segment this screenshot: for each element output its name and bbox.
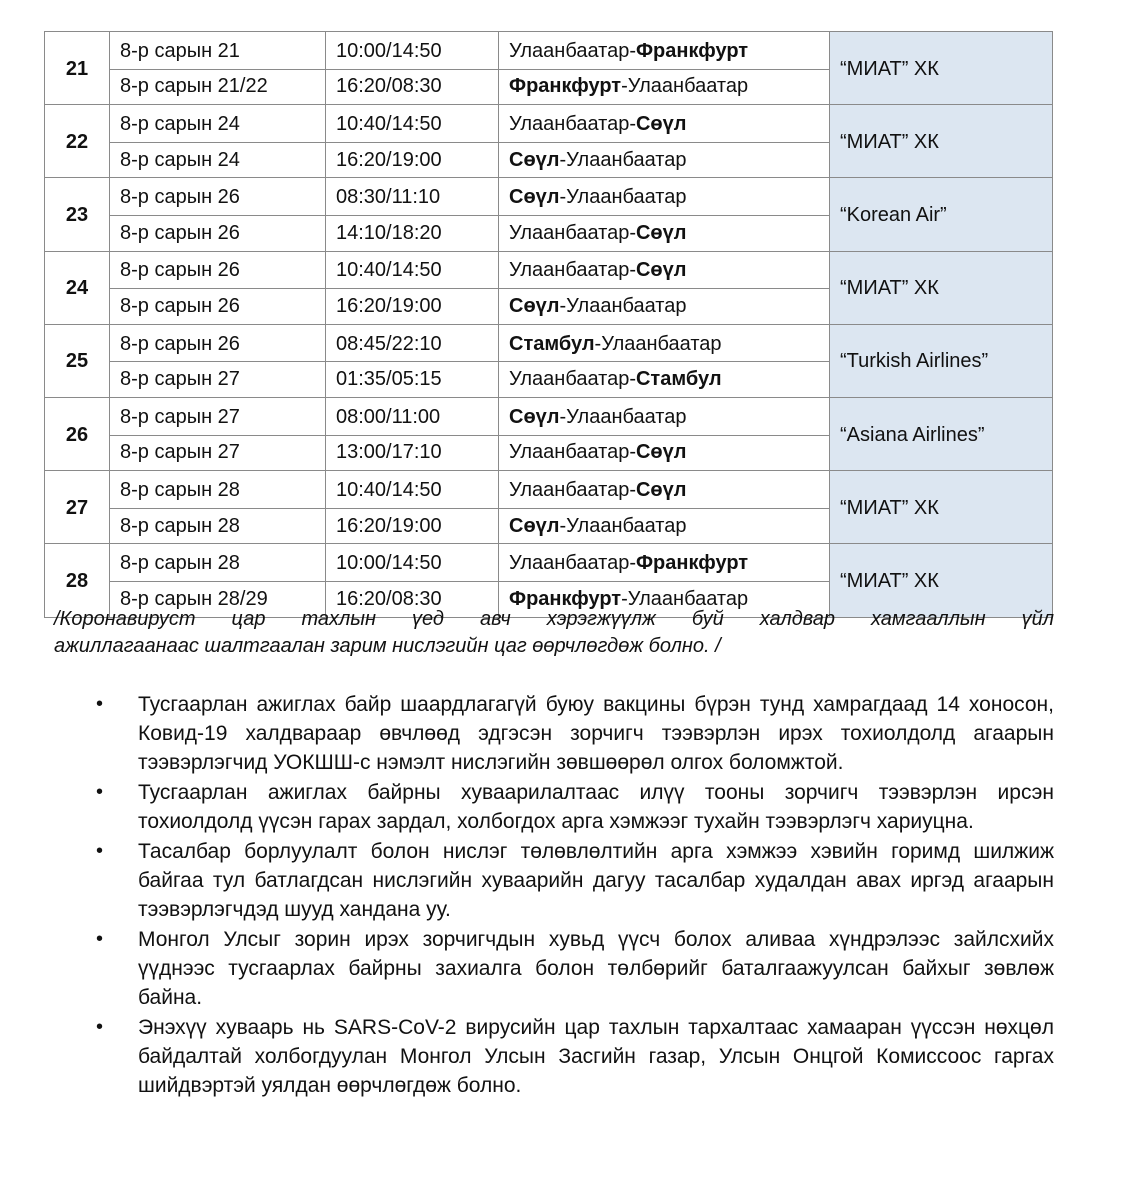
list-item	[92, 837, 1054, 924]
bullet-text: Тасалбар борлуулалт болон нислэг төлөвлөлтийн арга хэмжээ хэвийн горимд шилжиж байгаа тул батлагдсан нислэгийн хуваарийн дагуу тасалбар худалдан авах иргэд агаарын тээвэрлэгчдэд шууд хандана уу.	[138, 840, 1054, 921]
route-destination: Сөүл	[635, 441, 687, 464]
table-row	[45, 178, 1053, 216]
route-origin: Сөүл	[509, 294, 560, 317]
route-origin: Улаанбаатар	[509, 221, 630, 244]
flight-number-cell: 25	[45, 324, 110, 397]
flight-route-cell: Улаанбаатар-Франкфурт	[499, 544, 830, 582]
flight-time-cell: 10:40/14:50	[326, 105, 499, 143]
table-row	[45, 32, 1053, 70]
airline-cell: “Turkish Airlines”	[830, 324, 1053, 397]
flight-route-cell: Улаанбаатар-Сөүл	[499, 215, 830, 251]
flight-date-cell: 8-р сарын 21/22	[110, 69, 326, 105]
list-item	[92, 925, 1054, 1012]
flight-route-cell: Франкфурт-Улаанбаатар	[499, 69, 830, 105]
route-origin: Франкфурт	[509, 75, 622, 98]
route-destination: Сөүл	[635, 112, 687, 135]
route-destination: Франкфурт	[635, 39, 749, 62]
flight-time-cell: 16:20/08:30	[326, 69, 499, 105]
route-origin: Сөүл	[509, 405, 560, 428]
route-origin: Сөүл	[509, 148, 560, 171]
flight-time-cell: 10:00/14:50	[326, 32, 499, 70]
flight-number-cell: 24	[45, 251, 110, 324]
info-bullet-list	[92, 690, 1054, 1101]
flight-route-cell: Сөүл-Улаанбаатар	[499, 142, 830, 178]
flight-time-cell: 10:00/14:50	[326, 544, 499, 582]
airline-cell: “Korean Air”	[830, 178, 1053, 251]
flight-time-cell: 13:00/17:10	[326, 435, 499, 471]
flight-route-cell: Улаанбаатар-Стамбул	[499, 362, 830, 398]
flight-date-cell: 8-р сарын 21	[110, 32, 326, 70]
flight-date-cell: 8-р сарын 28	[110, 544, 326, 582]
flight-route-cell: Улаанбаатар-Сөүл	[499, 251, 830, 289]
flight-route-cell: Сөүл-Улаанбаатар	[499, 289, 830, 325]
flight-schedule-table	[44, 31, 1053, 618]
flight-date-cell: 8-р сарын 28/29	[110, 581, 326, 617]
flight-date-cell: 8-р сарын 28	[110, 508, 326, 544]
flight-time-cell: 16:20/19:00	[326, 289, 499, 325]
route-destination: Франкфурт	[635, 552, 749, 575]
flight-number-cell: 23	[45, 178, 110, 251]
route-origin: Улаанбаатар	[509, 552, 630, 575]
flight-date-cell: 8-р сарын 27	[110, 435, 326, 471]
list-item	[92, 690, 1054, 777]
airline-cell: “Asiana Airlines”	[830, 397, 1053, 470]
flight-time-cell: 10:40/14:50	[326, 251, 499, 289]
bullet-text: Тусгаарлан ажиглах байрны хуваарилалтаас илүү тооны зорчигч тээвэрлэн ирсэн тохиолдолд үүсэн гарах зардал, холбогдох арга хэмжээг тухайн тээвэрлэгч хариуцна.	[138, 781, 1054, 833]
flight-route-cell: Стамбул-Улаанбаатар	[499, 324, 830, 362]
bullet-dot-icon: •	[96, 693, 104, 715]
table-row	[45, 471, 1053, 509]
route-origin: Улаанбаатар	[509, 112, 630, 135]
flight-schedule-body	[45, 32, 1053, 618]
route-destination: Улаанбаатар	[566, 514, 687, 537]
route-destination: Стамбул	[635, 368, 722, 391]
route-destination: Улаанбаатар	[627, 587, 749, 610]
route-origin: Улаанбаатар	[509, 478, 630, 501]
route-origin: Улаанбаатар	[509, 259, 630, 282]
route-destination: Улаанбаатар	[601, 332, 722, 355]
route-destination: Улаанбаатар	[566, 186, 687, 209]
flight-date-cell: 8-р сарын 26	[110, 251, 326, 289]
flight-time-cell: 16:20/19:00	[326, 508, 499, 544]
list-item	[92, 778, 1054, 836]
airline-cell: “МИАТ” ХК	[830, 105, 1053, 178]
note-line-2: ажиллагаанаас шалтгаалан зарим нислэгийн цаг өөрчлөгдөж болно. /	[54, 635, 721, 657]
flight-date-cell: 8-р сарын 24	[110, 105, 326, 143]
route-destination: Сөүл	[635, 259, 687, 282]
bullet-text: Энэхүү хуваарь нь SARS-CoV-2 вирусийн цар тахлын тархалтаас хамааран үүссэн нөхцөл байдалтай холбогдуулан Монгол Улсын Засгийн газар, Улсын Онцгой Комиссоос гаргах шийдвэртэй уялдан өөрчлөгдөж болно.	[138, 1016, 1054, 1097]
route-origin: Сөүл	[509, 514, 560, 537]
flight-number-cell: 22	[45, 105, 110, 178]
flight-time-cell: 08:30/11:10	[326, 178, 499, 216]
table-row	[45, 324, 1053, 362]
schedule-note	[54, 606, 1054, 660]
route-origin: Франкфурт	[509, 587, 622, 610]
flight-date-cell: 8-р сарын 24	[110, 142, 326, 178]
flight-route-cell: Сөүл-Улаанбаатар	[499, 508, 830, 544]
route-origin: Сөүл	[509, 186, 560, 209]
flight-number-cell: 27	[45, 471, 110, 544]
flight-time-cell: 08:00/11:00	[326, 397, 499, 435]
flight-route-cell: Улаанбаатар-Сөүл	[499, 105, 830, 143]
flight-route-cell: Улаанбаатар-Франкфурт	[499, 32, 830, 70]
flight-number-cell: 21	[45, 32, 110, 105]
bullet-dot-icon: •	[96, 1016, 104, 1038]
flight-date-cell: 8-р сарын 26	[110, 324, 326, 362]
flight-route-cell: Сөүл-Улаанбаатар	[499, 397, 830, 435]
route-origin: Улаанбаатар	[509, 39, 630, 62]
flight-date-cell: 8-р сарын 26	[110, 215, 326, 251]
flight-date-cell: 8-р сарын 28	[110, 471, 326, 509]
flight-number-cell: 28	[45, 544, 110, 617]
flight-route-cell: Улаанбаатар-Сөүл	[499, 471, 830, 509]
route-origin: Улаанбаатар	[509, 441, 630, 464]
table-row	[45, 251, 1053, 289]
table-row	[45, 105, 1053, 143]
bullet-dot-icon: •	[96, 928, 104, 950]
bullet-text: Монгол Улсыг зорин ирэх зорчигчдын хувьд үүсч болох аливаа хүндрэлээс зайлсхийх үүднээс тусгаарлах байрны захиалга болон төлбөрийг баталгаажуулсан байхыг зөвлөж байна.	[138, 928, 1054, 1009]
airline-cell: “МИАТ” ХК	[830, 251, 1053, 324]
airline-cell: “МИАТ” ХК	[830, 471, 1053, 544]
route-destination: Улаанбаатар	[566, 148, 687, 171]
route-origin: Улаанбаатар	[509, 368, 630, 391]
route-destination: Улаанбаатар	[627, 75, 749, 98]
flight-time-cell: 01:35/05:15	[326, 362, 499, 398]
flight-route-cell: Сөүл-Улаанбаатар	[499, 178, 830, 216]
flight-date-cell: 8-р сарын 27	[110, 362, 326, 398]
flight-route-cell: Франкфурт-Улаанбаатар	[499, 581, 830, 617]
route-origin: Стамбул	[509, 332, 595, 355]
flight-time-cell: 08:45/22:10	[326, 324, 499, 362]
route-destination: Улаанбаатар	[566, 405, 687, 428]
airline-cell: “МИАТ” ХК	[830, 32, 1053, 105]
route-destination: Сөүл	[635, 221, 687, 244]
flight-time-cell: 16:20/19:00	[326, 142, 499, 178]
flight-date-cell: 8-р сарын 27	[110, 397, 326, 435]
flight-route-cell: Улаанбаатар-Сөүл	[499, 435, 830, 471]
flight-date-cell: 8-р сарын 26	[110, 178, 326, 216]
airline-cell: “МИАТ” ХК	[830, 544, 1053, 617]
bullet-text: Тусгаарлан ажиглах байр шаардлагагүй буюу вакцины бүрэн тунд хамрагдаад 14 хоносон, Ковид-19 халдвараар өвчлөөд эдгэсэн зорчигч тээвэрлэн ирэх тохиолдолд агаарын тээвэрлэгчид УОКШШ-с нэмэлт нислэгийн зөвшөөрөл олгох боломжтой.	[138, 693, 1054, 774]
flight-number-cell: 26	[45, 397, 110, 470]
note-line-1: /Коронавируст цар тахлын үед авч хэрэгжүүлж буй халдвар хамгааллын үйл	[54, 608, 1054, 630]
route-destination: Сөүл	[635, 478, 687, 501]
flight-time-cell: 14:10/18:20	[326, 215, 499, 251]
bullet-dot-icon: •	[96, 781, 104, 803]
flight-date-cell: 8-р сарын 26	[110, 289, 326, 325]
flight-time-cell: 10:40/14:50	[326, 471, 499, 509]
table-row	[45, 544, 1053, 582]
route-destination: Улаанбаатар	[566, 294, 687, 317]
list-item	[92, 1013, 1054, 1100]
table-row	[45, 397, 1053, 435]
flight-time-cell: 16:20/08:30	[326, 581, 499, 617]
bullet-dot-icon: •	[96, 840, 104, 862]
